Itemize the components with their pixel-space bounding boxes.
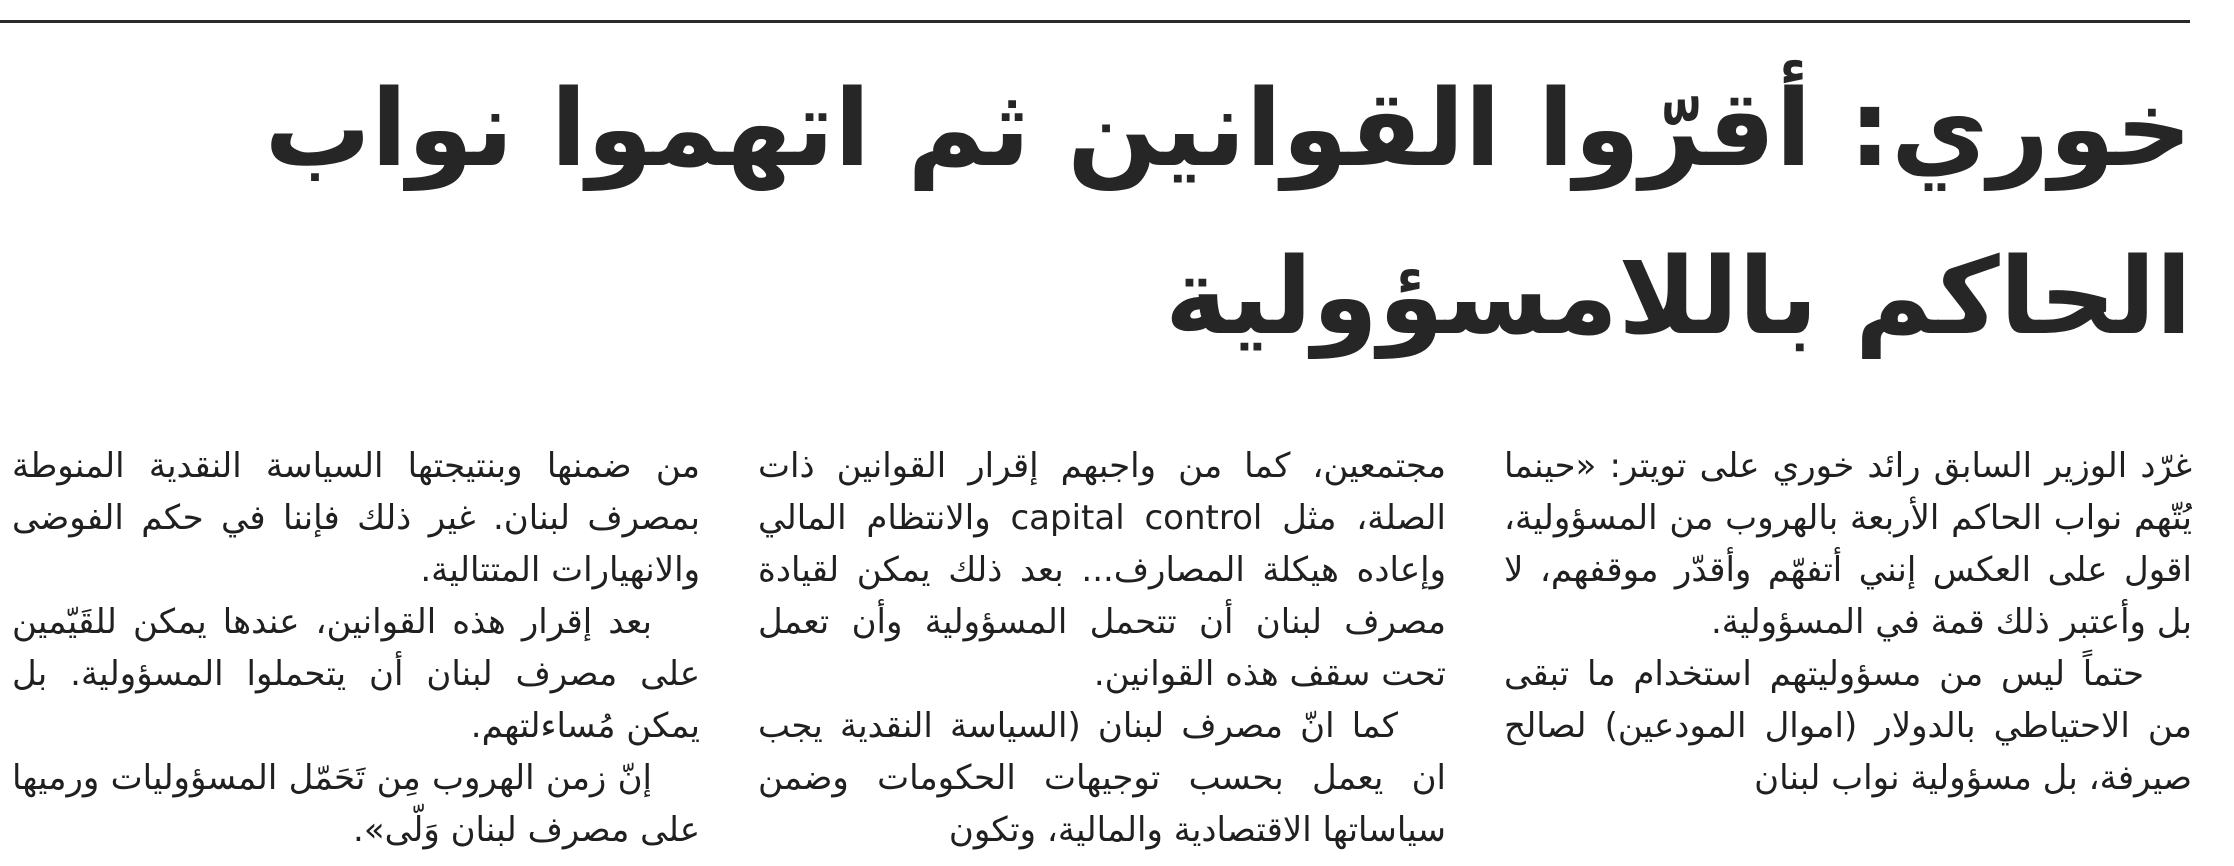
paragraph-text: والانتظام المالي وإعاده هيكلة المصارف... بعد ذلك يمكن لقيادة مصرف لبنان أن تتحمل المسؤولية وأن تعمل تحت سقف هذه القوانين.	[758, 498, 1446, 694]
latin-term: capital control	[1010, 498, 1263, 538]
paragraph-text: مجتمعين، كما من واجبهم إقرار القوانين ذات الصلة، مثل	[758, 446, 1446, 538]
column-1	[1504, 440, 2192, 866]
column-2	[758, 440, 1446, 866]
top-rule	[0, 20, 2190, 23]
paragraph: بعد إقرار هذه القوانين، عندها يمكن للقَيّمين على مصرف لبنان أن يتحملوا المسؤولية. بل يمكن مُساءلتهم.	[12, 602, 700, 746]
paragraph: من ضمنها وبنتيجتها السياسة النقدية المنوطة بمصرف لبنان. غير ذلك فإننا في حكم الفوضى والانهيارات المتتالية.	[12, 446, 700, 590]
paragraph: غرّد الوزير السابق رائد خوري على تويتر: «حينما يُتّهم نواب الحاكم الأربعة بالهروب من المسؤولية، اقول على العكس إنني أتفهّم وأقدّر موقفهم، لا بل وأعتبر ذلك قمة في المسؤولية.	[1504, 446, 2192, 642]
paragraph	[758, 440, 1446, 700]
column-3	[12, 440, 700, 866]
paragraph: حتماً ليس من مسؤوليتهم استخدام ما تبقى من الاحتياطي بالدولار (اموال المودعين) لصالح صيرفة، بل مسؤولية نواب لبنان	[1504, 654, 2192, 798]
article-body	[12, 440, 2192, 866]
paragraph: كما انّ مصرف لبنان (السياسة النقدية يجب ان يعمل بحسب توجيهات الحكومات وضمن سياساتها الاقتصادية والمالية، وتكون	[758, 706, 1446, 850]
paragraph: إنّ زمن الهروب مِن تَحَمّل المسؤوليات ورميها على مصرف لبنان وَلّى».	[12, 758, 700, 850]
headline: خوري: أقرّوا القوانين ثم اتهموا نواب الحاكم باللامسؤولية	[264, 67, 2192, 358]
